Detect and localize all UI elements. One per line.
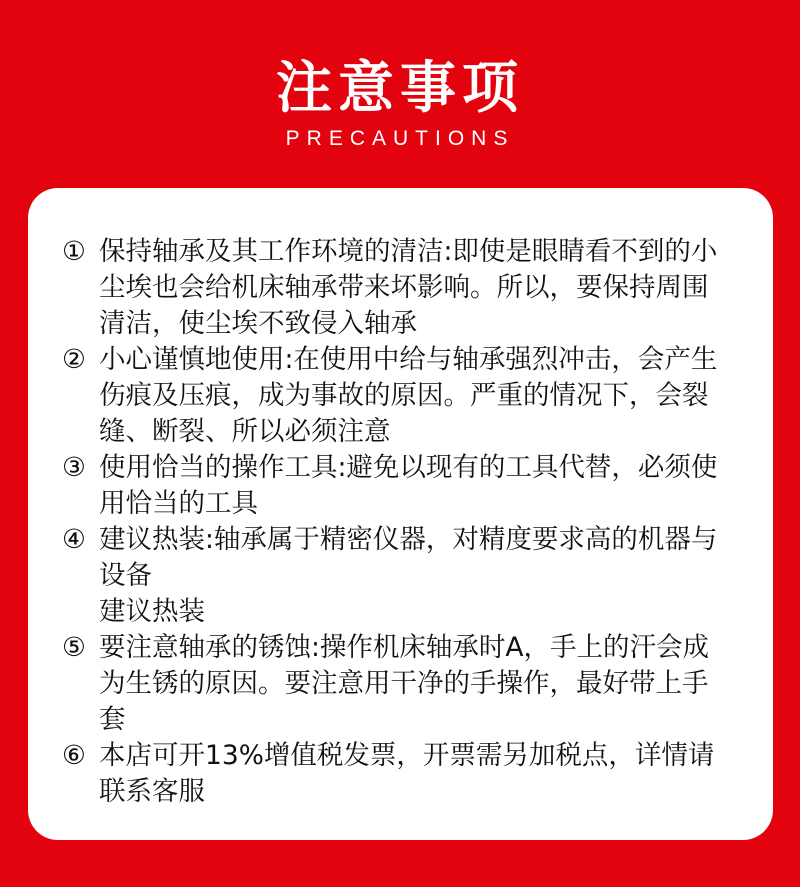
page-subtitle: PRECAUTIONS — [285, 127, 515, 150]
item-line: 设备 — [99, 560, 152, 591]
item-line: 要注意轴承的锈蚀:操作机床轴承时A，手上的汗会成 — [99, 632, 710, 663]
item-text — [99, 342, 752, 450]
item-number: ② — [62, 344, 86, 375]
item-line: 本店可开13%增值税发票，开票需另加税点，详情请 — [99, 740, 715, 771]
item-text — [99, 522, 752, 630]
item-line: 联系客服 — [99, 776, 205, 807]
item-number: ⑤ — [62, 632, 86, 663]
item-line: 为生锈的原因。要注意用干净的手操作，最好带上手 — [99, 668, 709, 699]
item-line: 使用恰当的操作工具:避免以现有的工具代替，必须使 — [99, 452, 718, 483]
item-line: 清洁，使尘埃不致侵入轴承 — [99, 308, 417, 339]
item-line: 建议热装:轴承属于精密仪器，对精度要求高的机器与 — [99, 524, 718, 555]
item-line: 用恰当的工具 — [99, 488, 258, 519]
precaution-item-4 — [62, 522, 752, 630]
page-title: 注意事项 — [276, 56, 524, 121]
item-number: ① — [62, 236, 86, 267]
item-number: ④ — [62, 524, 86, 555]
item-number: ③ — [62, 452, 86, 483]
item-text — [99, 630, 752, 738]
item-text — [99, 450, 752, 522]
precaution-item-6 — [62, 738, 752, 810]
precaution-item-1 — [62, 234, 752, 342]
item-line: 保持轴承及其工作环境的清洁:即使是眼睛看不到的小 — [99, 236, 718, 267]
item-line: 缝、断裂、所以必须注意 — [99, 416, 391, 447]
precaution-item-5 — [62, 630, 752, 738]
item-number: ⑥ — [62, 740, 86, 771]
precautions-list — [62, 234, 752, 810]
item-line: 套 — [99, 704, 126, 735]
item-text — [99, 738, 752, 810]
precaution-item-3 — [62, 450, 752, 522]
item-line: 伤痕及压痕，成为事故的原因。严重的情况下，会裂 — [99, 380, 709, 411]
item-line: 建议热装 — [99, 596, 205, 627]
item-line: 小心谨慎地使用:在使用中给与轴承强烈冲击，会产生 — [99, 344, 718, 375]
item-text — [99, 234, 752, 342]
item-line: 尘埃也会给机床轴承带来坏影响。所以，要保持周围 — [99, 272, 709, 303]
precaution-item-2 — [62, 342, 752, 450]
